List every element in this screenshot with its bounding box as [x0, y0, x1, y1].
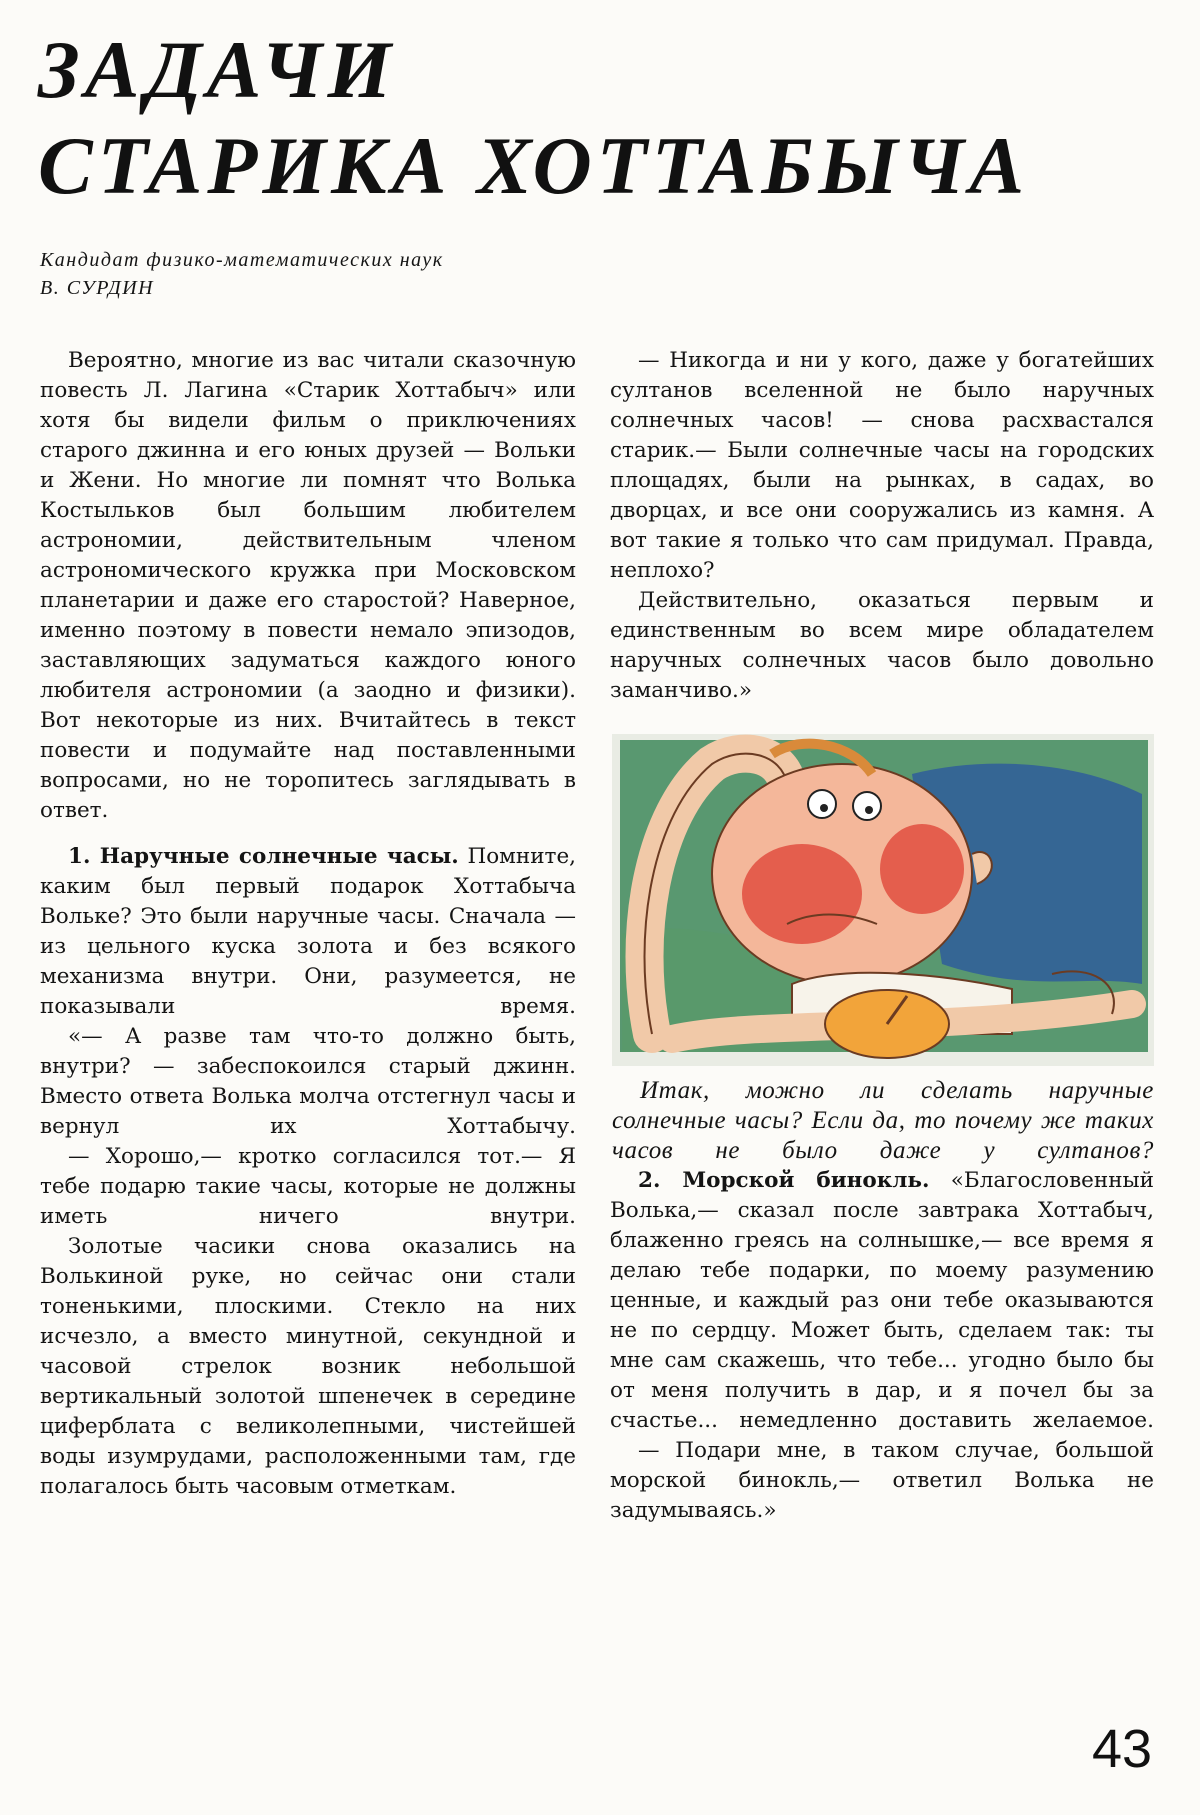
- article-title-line-2: СТАРИКА ХОТТАБЫЧА: [38, 120, 1030, 211]
- intro-paragraph: Вероятно, многие из вас читали сказочную повесть Л. Лагина «Старик Хоттабыч» или хотя бы видели фильм о приключениях старого джинна и его юных друзей — Вольки и Жени. Но многие ли помнят что Волька Костыльков был большим любителем астрономии, действительным членом астрономического кружка при Московском планетарии и даже его старостой? Наверное, именно поэтому в повести немало эпизодов, заставляющих задуматься каждого юного любителя астрономии (а заодно и физики). Вот некоторые из них. Вчитайтесь в текст повести и подумайте над поставленными вопросами, но не торопитесь заглядывать в ответ.: [40, 348, 576, 823]
- paragraph-5: Действительно, оказаться первым и единственным во всем мире обладателем наручных солнечных часов было довольно заманчиво.»: [610, 588, 1154, 703]
- author-name: В. СУРДИН: [40, 277, 155, 299]
- section-1-text: Помните, каким был первый подарок Хоттабыча Вольке? Это были наручные часы. Сначала — из цельного куска золота и без всякого механизма внутри. Они, разумеется, не показывали время.: [40, 844, 576, 1019]
- section-2-paragraph: [610, 1166, 1154, 1436]
- author-degree: Кандидат физико-математических наук: [40, 249, 444, 271]
- article-title-line-1: ЗАДАЧИ: [38, 24, 397, 115]
- left-column: [40, 346, 576, 1502]
- quote-paragraph-1: «— А разве там что-то должно быть, внутри? — забеспокоился старый джинн. Вместо ответа Волька молча отстегнул часы и вернул их Хоттабычу.: [40, 1024, 576, 1139]
- section-2-text: «Благословенный Волька,— сказал после завтрака Хоттабыч, блаженно греясь на солнышке,— все время я делаю тебе подарки, по моему разумению ценные, и каждый раз они тебе оказываются не по сердцу. Может быть, сделаем так: ты мне сам скажешь, что тебе... угодно было бы от меня получить в дар, и я почел бы за счастье... немедленно доставить желаемое.: [610, 1168, 1154, 1433]
- right-column: [610, 346, 1154, 1526]
- quote-paragraph-2: — Хорошо,— кротко согласился тот.— Я тебе подарю такие часы, которые не должны иметь ничего внутри.: [40, 1144, 576, 1229]
- illustration-boy-with-sundial: [612, 734, 1154, 1066]
- section-1-heading: 1. Наручные солнечные часы.: [68, 844, 459, 869]
- article-title: [38, 22, 1029, 214]
- quote-paragraph-4: — Подари мне, в таком случае, большой морской бинокль,— ответил Волька не задумываясь.»: [610, 1438, 1154, 1523]
- page-number: 43: [1092, 1719, 1153, 1779]
- section-2-heading: 2. Морской бинокль.: [638, 1168, 930, 1193]
- section-1-paragraph: [40, 842, 576, 1022]
- illustration-caption: Итак, можно ли сделать наручные солнечные часы? Если да, то почему же таких часов не было даже у султанов?: [612, 1077, 1154, 1164]
- byline: [40, 246, 444, 302]
- quote-paragraph-3: — Никогда и ни у кого, даже у богатейших султанов вселенной не было наручных солнечных часов! — снова расхвастался старик.— Были солнечные часы на городских площадях, были на рынках, в садах, во дворцах, и все они сооружались из камня. А вот такие я только что сам придумал. Правда, неплохо?: [610, 348, 1154, 583]
- paragraph-4: Золотые часики снова оказались на Волькиной руке, но сейчас они стали тоненькими, плоскими. Стекло на них исчезло, а вместо минутной, секундной и часовой стрелок возник небольшой вертикальный золотой шпенечек в середине циферблата с великолепными, чистейшей воды изумрудами, расположенными там, где полагалось быть часовым отметкам.: [40, 1234, 576, 1499]
